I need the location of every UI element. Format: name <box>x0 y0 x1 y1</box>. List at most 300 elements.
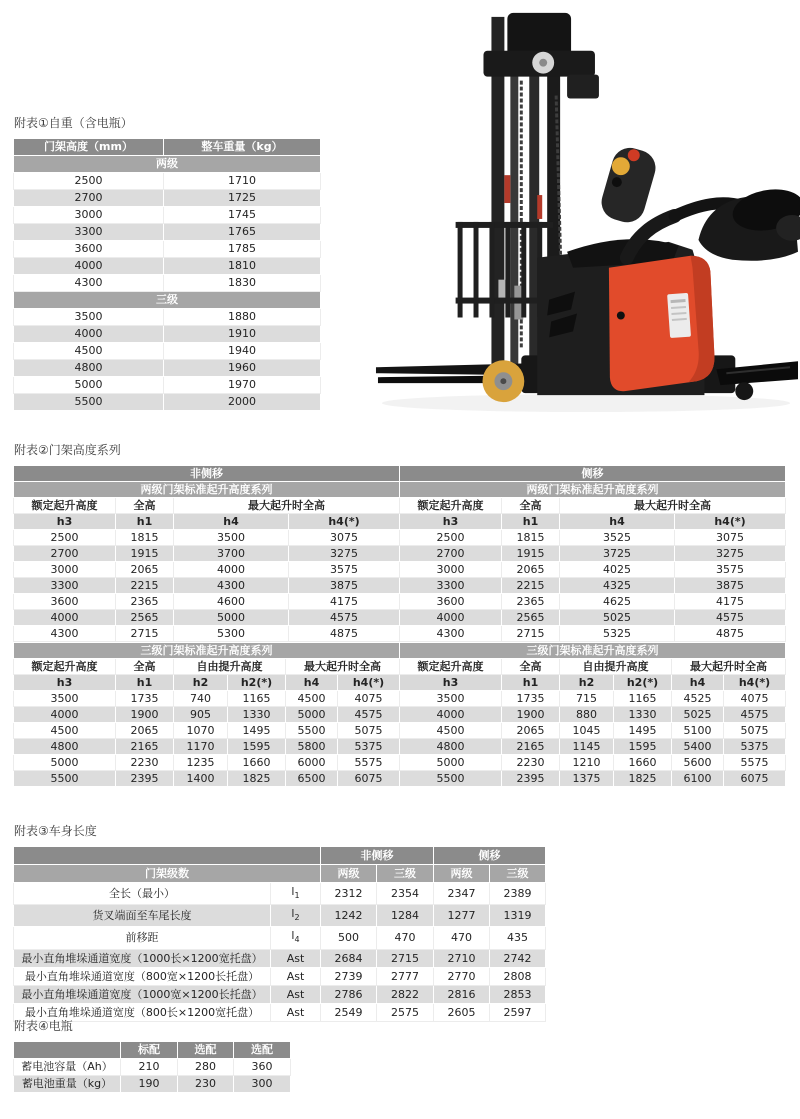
warning-label <box>504 175 510 203</box>
table-cell: 6500 <box>286 771 338 787</box>
data-row <box>14 739 786 755</box>
table-cell: 3600 <box>400 594 502 610</box>
symbol-cell: $l_1$ <box>271 883 321 905</box>
table-cell: 2065 <box>116 723 174 739</box>
column-header: 标配 <box>121 1042 178 1059</box>
table-cell: 1045 <box>560 723 614 739</box>
table-cell: 2165 <box>502 739 560 755</box>
column-group-header: 全高 <box>502 498 560 514</box>
table-cell: 5000 <box>400 755 502 771</box>
table-cell: 2389 <box>490 883 546 905</box>
table-cell: 2715 <box>377 949 434 967</box>
data-row <box>14 883 546 905</box>
sub-column-header: 两级 <box>434 865 490 883</box>
table-cell: 3300 <box>14 578 116 594</box>
symbol-cell: Ast <box>271 967 321 985</box>
table-cell: 5375 <box>724 739 786 755</box>
table-cell: 2000 <box>164 394 321 411</box>
table-cell: 1330 <box>614 707 672 723</box>
table-cell: 2770 <box>434 967 490 985</box>
table-cell: 4625 <box>560 594 675 610</box>
column-group-header: 最大起升时全高 <box>174 498 400 514</box>
table-cell: 3575 <box>289 562 400 578</box>
data-row <box>14 610 786 626</box>
row-label: 蓄电池容量（Ah） <box>14 1059 121 1076</box>
table-cell: 5600 <box>672 755 724 771</box>
table-cell: 1810 <box>164 258 321 275</box>
armrest-backrest <box>698 184 800 261</box>
table-cell: 5075 <box>338 723 400 739</box>
section-row <box>14 292 321 309</box>
sub-column-header: 三级 <box>490 865 546 883</box>
sub-column-header: h3 <box>400 514 502 530</box>
table-cell: 3300 <box>14 224 164 241</box>
data-row <box>14 562 786 578</box>
table-cell: 5325 <box>560 626 675 642</box>
table-cell: 4000 <box>400 610 502 626</box>
table-cell: 1735 <box>502 691 560 707</box>
table-cell: 1330 <box>228 707 286 723</box>
sub-column-header: h4 <box>672 675 724 691</box>
group-header: 非侧移 <box>14 466 400 482</box>
column-group-header: 全高 <box>502 659 560 675</box>
table-cell: 210 <box>121 1059 178 1076</box>
column-header: 选配 <box>234 1042 291 1059</box>
table-cell: 5300 <box>174 626 289 642</box>
data-row <box>14 1059 291 1076</box>
table-cell: 5375 <box>338 739 400 755</box>
table-cell: 300 <box>234 1076 291 1093</box>
table-cell: 4000 <box>14 707 116 723</box>
sub-column-header: h4(*) <box>675 514 786 530</box>
table-cell: 1745 <box>164 207 321 224</box>
corner-cell <box>14 1042 121 1059</box>
table-cell: 1400 <box>174 771 228 787</box>
table-cell: 2575 <box>377 1003 434 1021</box>
symbol-cell: $l_4$ <box>271 927 321 949</box>
table-cell: 3875 <box>289 578 400 594</box>
table-cell: 1815 <box>116 530 174 546</box>
sub-column-header: h4(*) <box>289 514 400 530</box>
table-cell: 2347 <box>434 883 490 905</box>
table-cell: 4875 <box>675 626 786 642</box>
table2-title: 附表②门架高度系列 <box>14 443 121 457</box>
table-cell: 6075 <box>338 771 400 787</box>
table-cell: 2354 <box>377 883 434 905</box>
mast-three-stage-table <box>13 642 786 787</box>
table-cell: 4000 <box>14 258 164 275</box>
table-cell: 1165 <box>614 691 672 707</box>
table-cell: 4575 <box>724 707 786 723</box>
section-band: 两级门架标准起升高度系列 <box>400 482 786 498</box>
sub-column-header: h4(*) <box>724 675 786 691</box>
table-cell: 3300 <box>400 578 502 594</box>
table-cell: 4800 <box>400 739 502 755</box>
table-cell: 2808 <box>490 967 546 985</box>
sub-column-header: h2(*) <box>614 675 672 691</box>
section-band: 三级门架标准起升高度系列 <box>400 643 786 659</box>
table-cell: 5000 <box>286 707 338 723</box>
table-cell: 2230 <box>116 755 174 771</box>
sub-column-header: 三级 <box>377 865 434 883</box>
table-cell: 1830 <box>164 275 321 292</box>
header-row <box>14 1042 291 1059</box>
data-row <box>14 309 321 326</box>
table-cell: 2710 <box>434 949 490 967</box>
data-row <box>14 905 546 927</box>
column-group-header: 最大起升时全高 <box>672 659 786 675</box>
sub-column-header: h4(*) <box>338 675 400 691</box>
data-row <box>14 173 321 190</box>
data-row <box>14 326 321 343</box>
mast-two-stage-table <box>13 465 786 642</box>
data-row <box>14 691 786 707</box>
table-cell: 2816 <box>434 985 490 1003</box>
table-cell: 5575 <box>338 755 400 771</box>
sub-column-header: h2 <box>174 675 228 691</box>
sub-column-header: h2(*) <box>228 675 286 691</box>
product-photo <box>372 0 800 418</box>
column-group-header: 自由提升高度 <box>174 659 286 675</box>
data-row <box>14 578 786 594</box>
table-cell: 435 <box>490 927 546 949</box>
table-cell: 5025 <box>672 707 724 723</box>
mast-height-section <box>13 441 786 787</box>
table-cell: 1277 <box>434 905 490 927</box>
table-cell: 2739 <box>321 967 377 985</box>
table-cell: 3500 <box>174 530 289 546</box>
table-cell: 2853 <box>490 985 546 1003</box>
table-cell: 4500 <box>14 343 164 360</box>
tiller-knob-yellow <box>612 157 630 175</box>
table-cell: 2215 <box>116 578 174 594</box>
table-cell: 1284 <box>377 905 434 927</box>
table-cell: 3500 <box>14 309 164 326</box>
column-group-header: 最大起升时全高 <box>560 498 786 514</box>
table-cell: 4000 <box>14 610 116 626</box>
table-cell: 1785 <box>164 241 321 258</box>
table-cell: 4525 <box>672 691 724 707</box>
table-cell: 360 <box>234 1059 291 1076</box>
table-cell: 2715 <box>116 626 174 642</box>
table-cell: 5575 <box>724 755 786 771</box>
table-cell: 1070 <box>174 723 228 739</box>
group-header: 非侧移 <box>321 847 434 865</box>
data-row <box>14 394 321 411</box>
data-row <box>14 258 321 275</box>
table-cell: 4575 <box>675 610 786 626</box>
sub-column-header: h4 <box>286 675 338 691</box>
table3-title: 附表③车身长度 <box>14 824 97 838</box>
data-row <box>14 377 321 394</box>
table-cell: 2065 <box>502 723 560 739</box>
table-cell: 3275 <box>289 546 400 562</box>
weight-table-section <box>13 114 321 411</box>
row-label: 全长（最小） <box>14 883 271 905</box>
table-cell: 230 <box>178 1076 234 1093</box>
data-row <box>14 343 321 360</box>
section-band: 三级门架标准起升高度系列 <box>14 643 400 659</box>
column-group-header: 额定起升高度 <box>14 659 116 675</box>
sub-column-header: h1 <box>502 514 560 530</box>
table-cell: 2700 <box>14 546 116 562</box>
table-cell: 2565 <box>502 610 560 626</box>
table-cell: 2597 <box>490 1003 546 1021</box>
data-row <box>14 360 321 377</box>
battery-table <box>13 1041 291 1093</box>
data-row <box>14 224 321 241</box>
table-cell: 4300 <box>14 275 164 292</box>
weight-table <box>13 138 321 411</box>
table-cell: 3000 <box>14 562 116 578</box>
table-cell: 1165 <box>228 691 286 707</box>
table-cell: 2165 <box>116 739 174 755</box>
symbol-cell: Ast <box>271 949 321 967</box>
symbol-cell: $l_2$ <box>271 905 321 927</box>
section-band: 两级门架标准起升高度系列 <box>14 482 400 498</box>
sub-column-header: h4 <box>560 514 675 530</box>
table-cell: 3600 <box>14 241 164 258</box>
header-row <box>14 139 321 156</box>
spec-sticker <box>667 293 691 338</box>
table-cell: 4500 <box>14 723 116 739</box>
table-cell: 1915 <box>502 546 560 562</box>
column-group-header: 额定起升高度 <box>400 659 502 675</box>
row-label: 蓄电池重量（kg） <box>14 1076 121 1093</box>
table-cell: 5025 <box>560 610 675 626</box>
table-cell: 3875 <box>675 578 786 594</box>
data-row <box>14 949 546 967</box>
table-cell: 5100 <box>672 723 724 739</box>
table-cell: 4000 <box>174 562 289 578</box>
table-cell: 2395 <box>502 771 560 787</box>
section-band: 两级 <box>14 156 321 173</box>
subheader-row <box>14 514 786 530</box>
table-cell: 1595 <box>228 739 286 755</box>
column-header: 整车重量（kg） <box>164 139 321 156</box>
sub-column-header: h2 <box>560 675 614 691</box>
table-cell: 4600 <box>174 594 289 610</box>
table-cell: 2500 <box>14 530 116 546</box>
table-cell: 1970 <box>164 377 321 394</box>
table-cell: 3000 <box>400 562 502 578</box>
body-length-section <box>13 822 546 1022</box>
table-cell: 4300 <box>400 626 502 642</box>
table4-title: 附表④电瓶 <box>14 1019 73 1033</box>
table-cell: 1910 <box>164 326 321 343</box>
table-cell: 3000 <box>14 207 164 224</box>
table-cell: 2500 <box>14 173 164 190</box>
sub-column-header: 两级 <box>321 865 377 883</box>
table-cell: 470 <box>377 927 434 949</box>
table-cell: 470 <box>434 927 490 949</box>
data-row <box>14 707 786 723</box>
table-cell: 740 <box>174 691 228 707</box>
battery-table-section <box>13 1017 291 1093</box>
table-cell: 1319 <box>490 905 546 927</box>
table-cell: 4575 <box>289 610 400 626</box>
data-row <box>14 723 786 739</box>
warning-label <box>537 195 542 219</box>
table-cell: 1880 <box>164 309 321 326</box>
table-cell: 1815 <box>502 530 560 546</box>
column-header: 门架高度（mm） <box>14 139 164 156</box>
table-cell: 1765 <box>164 224 321 241</box>
row-label: 前移距 <box>14 927 271 949</box>
column-group-header: 自由提升高度 <box>560 659 672 675</box>
table-cell: 3500 <box>400 691 502 707</box>
group-header-row <box>14 466 786 482</box>
section-band: 三级 <box>14 292 321 309</box>
column-group-header: 额定起升高度 <box>400 498 502 514</box>
table-cell: 880 <box>560 707 614 723</box>
table-cell: 2777 <box>377 967 434 985</box>
table-cell: 2365 <box>502 594 560 610</box>
table-cell: 3525 <box>560 530 675 546</box>
table-cell: 4500 <box>286 691 338 707</box>
table-cell: 1960 <box>164 360 321 377</box>
sub-column-header: h4 <box>174 514 289 530</box>
column-group-header: 全高 <box>116 498 174 514</box>
column-header: 门架级数 <box>14 865 321 883</box>
table-cell: 4075 <box>724 691 786 707</box>
data-row <box>14 626 786 642</box>
tiller-button-red <box>628 149 640 161</box>
table-cell: 4175 <box>675 594 786 610</box>
table-cell: 1375 <box>560 771 614 787</box>
column-group-header: 全高 <box>116 659 174 675</box>
data-row <box>14 1076 291 1093</box>
table-cell: 4000 <box>400 707 502 723</box>
table-cell: 1735 <box>116 691 174 707</box>
table-cell: 3500 <box>14 691 116 707</box>
table-cell: 5500 <box>14 394 164 411</box>
sub-column-header: h3 <box>400 675 502 691</box>
table-cell: 1235 <box>174 755 228 771</box>
row-label: 最小直角堆垛通道宽度（1000长×1200宽托盘） <box>14 949 271 967</box>
group-header: 侧移 <box>400 466 786 482</box>
row-label: 最小直角堆垛通道宽度（800宽×1200长托盘） <box>14 967 271 985</box>
column-group-header: 最大起升时全高 <box>286 659 400 675</box>
data-row <box>14 530 786 546</box>
table-cell: 1710 <box>164 173 321 190</box>
symbol-cell: Ast <box>271 985 321 1003</box>
section-row <box>14 643 786 659</box>
symbol-cell: Ast <box>271 1003 321 1021</box>
front-wheel <box>482 360 524 402</box>
table-cell: 500 <box>321 927 377 949</box>
table-cell: 6075 <box>724 771 786 787</box>
table-cell: 5500 <box>286 723 338 739</box>
table-cell: 3575 <box>675 562 786 578</box>
data-row <box>14 207 321 224</box>
data-row <box>14 546 786 562</box>
table-cell: 2786 <box>321 985 377 1003</box>
corner-cell <box>14 847 321 865</box>
table-cell: 3075 <box>289 530 400 546</box>
table-cell: 2065 <box>116 562 174 578</box>
table-cell: 4325 <box>560 578 675 594</box>
table-cell: 1725 <box>164 190 321 207</box>
data-row <box>14 755 786 771</box>
table-cell: 1660 <box>228 755 286 771</box>
table-cell: 2500 <box>400 530 502 546</box>
floor-shadow <box>382 394 790 412</box>
table-cell: 905 <box>174 707 228 723</box>
column-header: 选配 <box>178 1042 234 1059</box>
data-row <box>14 771 786 787</box>
table-cell: 1595 <box>614 739 672 755</box>
data-row <box>14 241 321 258</box>
sub-column-header: h1 <box>116 675 174 691</box>
table1-title: 附表①自重（含电瓶） <box>14 116 133 130</box>
table-cell: 4575 <box>338 707 400 723</box>
table-cell: 2715 <box>502 626 560 642</box>
subheader-row <box>14 865 546 883</box>
table-cell: 2822 <box>377 985 434 1003</box>
table-cell: 3700 <box>174 546 289 562</box>
table-cell: 1900 <box>502 707 560 723</box>
subheader-row <box>14 675 786 691</box>
table-cell: 2565 <box>116 610 174 626</box>
colgroup-row <box>14 498 786 514</box>
table-cell: 280 <box>178 1059 234 1076</box>
table-cell: 6100 <box>672 771 724 787</box>
table-cell: 4300 <box>174 578 289 594</box>
table-cell: 715 <box>560 691 614 707</box>
table-cell: 3725 <box>560 546 675 562</box>
table-cell: 1145 <box>560 739 614 755</box>
table-cell: 4300 <box>14 626 116 642</box>
table-cell: 2605 <box>434 1003 490 1021</box>
data-row <box>14 927 546 949</box>
table-cell: 4500 <box>400 723 502 739</box>
table-cell: 3075 <box>675 530 786 546</box>
data-row <box>14 190 321 207</box>
table-cell: 2549 <box>321 1003 377 1021</box>
table-cell: 190 <box>121 1076 178 1093</box>
table-cell: 1915 <box>116 546 174 562</box>
table-cell: 6000 <box>286 755 338 771</box>
group-header: 侧移 <box>434 847 546 865</box>
data-row <box>14 985 546 1003</box>
table-cell: 1900 <box>116 707 174 723</box>
table-cell: 5500 <box>14 771 116 787</box>
table-cell: 5800 <box>286 739 338 755</box>
table-cell: 4800 <box>14 739 116 755</box>
table-cell: 1495 <box>614 723 672 739</box>
reach-truck-illustration <box>372 0 800 418</box>
table-cell: 1825 <box>614 771 672 787</box>
sub-column-header: h1 <box>116 514 174 530</box>
table-cell: 1242 <box>321 905 377 927</box>
colgroup-row <box>14 659 786 675</box>
table-cell: 2230 <box>502 755 560 771</box>
table-cell: 1940 <box>164 343 321 360</box>
table-cell: 1170 <box>174 739 228 755</box>
body-length-table <box>13 846 546 1022</box>
table-cell: 5000 <box>14 755 116 771</box>
red-cover <box>609 256 715 391</box>
table-cell: 2700 <box>14 190 164 207</box>
sub-column-header: h3 <box>14 514 116 530</box>
table-cell: 1660 <box>614 755 672 771</box>
table-cell: 1495 <box>228 723 286 739</box>
data-row <box>14 967 546 985</box>
table-cell: 5075 <box>724 723 786 739</box>
sub-column-header: h3 <box>14 675 116 691</box>
table-cell: 2395 <box>116 771 174 787</box>
